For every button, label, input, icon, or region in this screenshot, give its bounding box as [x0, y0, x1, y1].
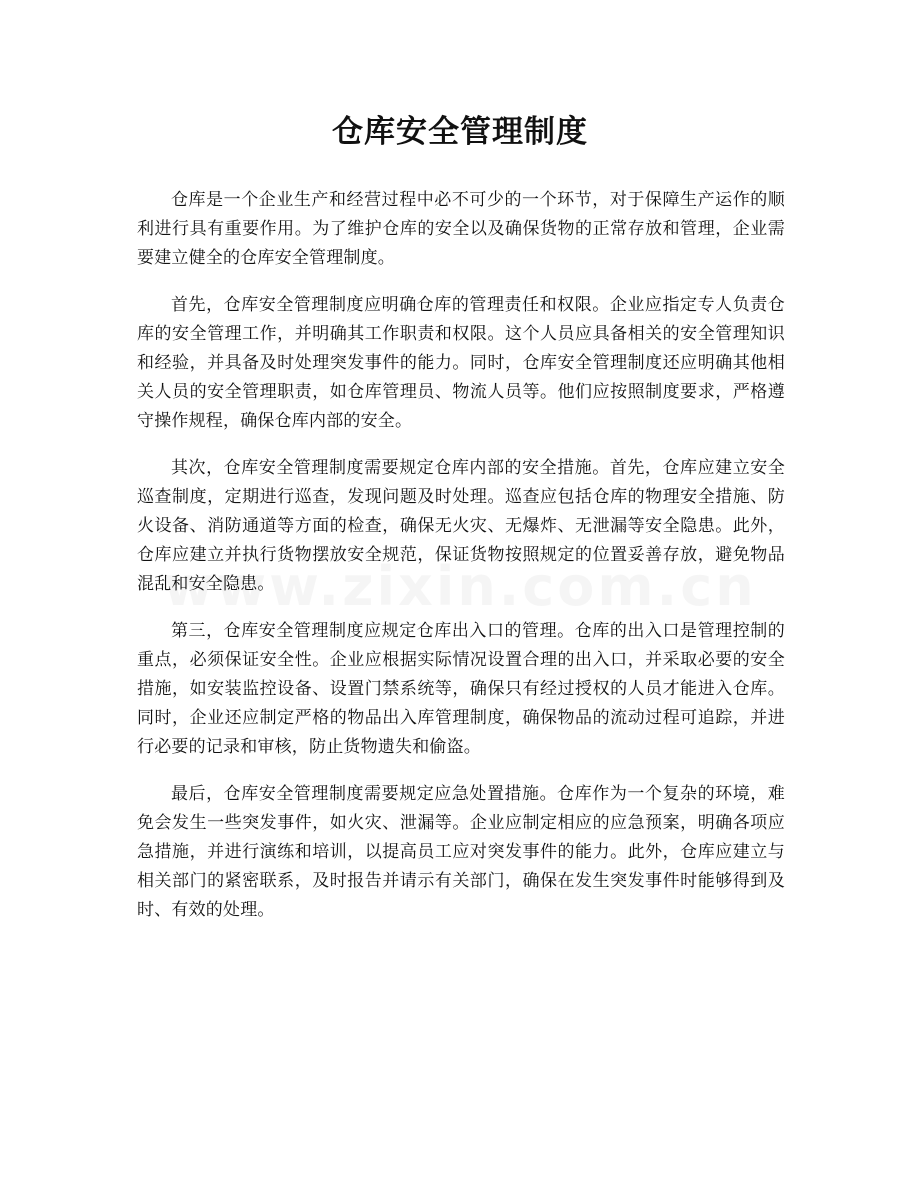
- paragraph-intro: 仓库是一个企业生产和经营过程中必不可少的一个环节，对于保障生产运作的顺利进行具有重要作用。为了维护仓库的安全以及确保货物的正常存放和管理，企业需要建立健全的仓库安全管理制度。: [137, 190, 785, 268]
- paragraph-internal-safety: 其次，仓库安全管理制度需要规定仓库内部的安全措施。首先，仓库应建立安全巡查制度，定期进行巡查，发现问题及时处理。巡查应包括仓库的物理安全措施、防火设备、消防通道等方面的检查，确保无火灾、无爆炸、无泄漏等安全隐患。此外，仓库应建立并执行货物摆放安全规范，保证货物按照规定的位置妥善存放，避免物品混乱和安全隐患。: [137, 458, 785, 594]
- paragraph-responsibility: 首先，仓库安全管理制度应明确仓库的管理责任和权限。企业应指定专人负责仓库的安全管理工作，并明确其工作职责和权限。这个人员应具备相关的安全管理知识和经验，并具备及时处理突发事件的能力。同时，仓库安全管理制度还应明确其他相关人员的安全管理职责，如仓库管理员、物流人员等。他们应按照制度要求，严格遵守操作规程，确保仓库内部的安全。: [137, 295, 785, 431]
- document-title: 仓库安全管理制度: [332, 114, 588, 150]
- document-body: [137, 186, 785, 943]
- paragraph-emergency-response: 最后，仓库安全管理制度需要规定应急处置措施。仓库作为一个复杂的环境，难免会发生一些突发事件，如火灾、泄漏等。企业应制定相应的应急预案，明确各项应急措施，并进行演练和培训，以提高员工应对突发事件的能力。此外，仓库应建立与相关部门的紧密联系，及时报告并请示有关部门，确保在发生突发事件时能够得到及时、有效的处理。: [137, 784, 785, 920]
- paragraph-entrance-management: 第三，仓库安全管理制度应规定仓库出入口的管理。仓库的出入口是管理控制的重点，必须保证安全性。企业应根据实际情况设置合理的出入口，并采取必要的安全措施，如安装监控设备、设置门禁系统等，确保只有经过授权的人员才能进入仓库。同时，企业还应制定严格的物品出入库管理制度，确保物品的流动过程可追踪，并进行必要的记录和审核，防止货物遗失和偷盗。: [137, 621, 785, 757]
